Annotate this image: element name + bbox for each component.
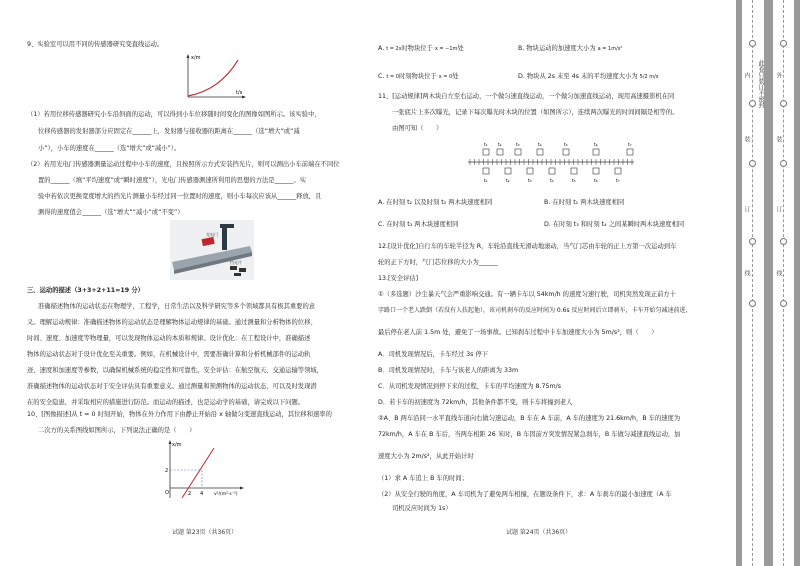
section-3-title: 三、运动的描述（3+3+2+11=19 分） xyxy=(27,287,144,294)
page-23 xyxy=(0,0,378,566)
top-block xyxy=(563,149,569,155)
punch-hole xyxy=(749,238,756,245)
q13-option-a: A．司机发现情况后，卡车经过 3s 停下 xyxy=(378,351,489,358)
top-block xyxy=(497,149,503,155)
photo-label-flag: 挡光片 xyxy=(230,260,242,265)
q10-graph-xlabel: v²/(m²·s⁻²) xyxy=(214,492,238,497)
top-time-label: t₁ xyxy=(484,143,488,148)
inner-label-1: 内 xyxy=(743,72,750,78)
q10-graph-tick-x2: 4 xyxy=(200,491,204,497)
binding-margin xyxy=(736,0,800,566)
q9-graph-xlabel: t/s xyxy=(236,90,243,96)
q13-option-b: B．司机发现情况时，卡车与该老人的距离为 33m xyxy=(378,367,519,374)
punch-hole xyxy=(749,40,756,47)
punch-hole xyxy=(780,40,787,47)
bottom-time-label: t₂ xyxy=(506,179,510,184)
bottom-time-label: t₄ xyxy=(550,179,554,184)
punch-hole xyxy=(749,100,756,107)
q13-sub-1: （1）求 A 车追上 B 车的时间； xyxy=(378,475,468,482)
punch-hole xyxy=(780,238,787,245)
bottom-time-label: t₆ xyxy=(594,179,598,184)
q10-option-b: B. 物块运动的加速度大小为 a = 1m/s² xyxy=(518,45,623,52)
top-time-label: t₃ xyxy=(516,143,520,148)
q10-graph-tick-x1: 2 xyxy=(188,491,192,497)
q10-graph xyxy=(158,438,248,502)
q10-graph-ylabel: x/m xyxy=(172,442,182,448)
q10-stem-1: 10、[图像描述]从 t = 0 时刻开始，物体在外力作用下由静止开始沿 x 轴做匀变速直线运动，其位移和速率的 xyxy=(27,411,332,418)
q9-p2-line2: 置的______（填“平均速度”或“瞬时速度”），光电门传感器测速所利用的思想的方法是______。实 xyxy=(38,177,307,184)
punch-hole xyxy=(780,100,787,107)
sec3-para-5: 迹、速度和加速度等参数，以确保机械系统的稳定性和可靠性。安全评估：在航空航天、交通运输等领域， xyxy=(27,367,323,374)
q11-option-b: B. 在时刻 t₁ 两木块速度相同 xyxy=(544,199,625,206)
q11-option-d: D. 在时刻 t₃ 和时刻 t₄ 之间某瞬时两木块速度相同 xyxy=(544,221,685,228)
q13-option-d: D．若卡车的初速度为 72km/h，其他条件都不变，则卡车将撞到老人 xyxy=(378,399,573,406)
q13-option-c: C．从司机发现情况到停下来的过程，卡车的平均速度为 8.75m/s xyxy=(378,383,562,390)
q10-graph-origin: O xyxy=(165,490,169,496)
top-time-label: t₂ xyxy=(498,143,502,148)
q10-option-d: D. 物块从 2s 末至 4s 末的平均速度大小为 5/2 m/s xyxy=(518,73,659,80)
top-block xyxy=(515,149,521,155)
q10-option-c: C. t = 0时刻物块位于 x = 0处 xyxy=(378,73,459,80)
apparatus-photo xyxy=(170,220,254,280)
q11-stem-1: 11、[运动规律]两木块自左至右运动，一个做匀速直线运动，一个做匀加速直线运动，现用高速摄影机在同 xyxy=(378,93,675,100)
q9-p1-line3: 小”），小车的速度在______（选“增大”或“减小”）。 xyxy=(38,145,181,152)
q9-p2-line4: 测得的速度值会______（选“增大”“减小”或“不变”） xyxy=(38,209,184,216)
top-block xyxy=(593,149,599,155)
q12-stem-2: 轮的正下方时，气门芯位移的大小为______ xyxy=(378,259,498,266)
q9-p1-line1: （1）若用位移传感器研究小车沿斜面的运动，可以得到小车位移随时间变化的图像如图所示。该实验中， xyxy=(27,111,321,118)
bottom-block xyxy=(505,168,511,174)
top-block xyxy=(627,149,633,155)
sec3-para-3: 时间、速度、加速度等物理量，可以发现物体运动的本质和规律。设计优化：在工程设计中，准确描述 xyxy=(27,335,311,342)
q10-graph-tick-y: 2 xyxy=(165,468,169,474)
bottom-block xyxy=(593,168,599,174)
q11-figure xyxy=(466,138,636,186)
q11-option-c: C. 在时刻 t₃ 两木块速度相同 xyxy=(378,221,459,228)
outer-label-4: 线 xyxy=(775,270,782,276)
q13-1-line3: 最后停在老人前 1.5m 处，避免了一场事故。已知刹车过程中卡车加速度大小为 5m/s²，则（ ） xyxy=(378,329,658,336)
bottom-time-label: t₃ xyxy=(528,179,532,184)
seal-notice: 此卷只装订不密封 xyxy=(757,60,764,108)
bottom-block xyxy=(571,168,577,174)
q13-1-line2: 字路口一个老人跌倒（若没有人扶起他），该司机刹车的反应时间为 0.6s 反应时间后立即刹车，卡车开始匀减速前进， xyxy=(378,307,692,314)
sec3-para-4: 物体的运动状态对于设计优化至关重要。例如，在机械设计中，需要准确计算和分析机械部件的运动轨 xyxy=(27,351,311,358)
bottom-block xyxy=(549,168,555,174)
q9-p2-line1: （2）若用光电门传感器测量运动过程中小车的速度，且按照所示方式安装挡光片，则可以测出小车前端在不同位 xyxy=(27,161,340,168)
inner-label-4: 线 xyxy=(743,270,750,276)
bottom-time-label: t₇ xyxy=(616,179,620,184)
inner-label-3: 订 xyxy=(743,206,750,212)
bottom-time-label: t₅ xyxy=(572,179,576,184)
q13-2-line1: ②A、B 两车沿同一水平直线车道向右做匀速运动，B 车在 A 车前，A 车的速度为 21.6km/h，B 车的速度为 xyxy=(378,415,681,422)
q9-p2-line3: 验中若依次更换宽度增大的挡光片测量小车经过同一位置时的速度，则小车每次应该从______释放，且 xyxy=(38,193,322,200)
q13-1-line1: ①（多选题）沙尘暴天气会严重影响交通。有一辆卡车以 54km/h 的速度匀速行驶，司机突然发现正前方十 xyxy=(378,291,677,298)
top-time-label: t₇ xyxy=(628,143,632,148)
inner-label-2: 装 xyxy=(743,136,750,142)
sec3-para-7: 在的安全隐患，并采取相应的措施进行防范。而运动的描述，也是运动学的基础，请完成以下问题。 xyxy=(27,399,305,406)
sec3-para-2: 义。理解运动规律：准确描述物体的运动状态是理解物体运动规律的基础。通过测量和分析物体的位移、 xyxy=(27,319,317,326)
q11-option-a: A. 在时刻 t₂ 以及时刻 t₅ 两木块速度相同 xyxy=(378,199,493,206)
q13-sub-2: （2）从安全行驶的角度，A 车司机为了避免两车相撞，在题设条件下，求：A 车刹车的最小加速度（A 车 xyxy=(378,491,672,498)
q11-stem-2: 一张底片上多次曝光，记录下每次曝光时木块的位置（如图所示），连续两次曝光的时间间隔是相等的。 xyxy=(392,109,679,116)
q9-graph xyxy=(180,52,250,102)
q9-stem: 9、实验室可以用不同的传感器研究变直线运动。 xyxy=(27,41,164,48)
bottom-block xyxy=(527,168,533,174)
footer-page-24: 试题 第24页（共36页） xyxy=(506,529,572,536)
q10-stem-2: 二次方的关系图线如图所示，下列说法正确的是（ ） xyxy=(38,427,196,434)
top-block xyxy=(483,149,489,155)
outer-label-3: 订 xyxy=(775,206,782,212)
punch-hole xyxy=(749,160,756,167)
sec3-para-1: 准确描述物体的运动状态在物理学，工程学，日常生活以及科学研究等多个领域都具有极其重要的意 xyxy=(38,303,316,310)
q9-p1-line2: 位移传感器的发射器部分应固定在______上，发射器与接收器的距离在______（选“增大”或“减 xyxy=(38,128,300,135)
q13-title: 13.[安全评估] xyxy=(378,275,419,282)
q13-2-line3: 速度大小为 2m/s²，从此开始计时 xyxy=(378,453,474,460)
bottom-time-label: t₁ xyxy=(484,179,488,184)
punch-hole xyxy=(749,300,756,307)
q13-2-line2: 72km/h，A 车在 B 车后，当两车相距 26 米时，B 车因前方突发情况紧急刹车，B 车做匀减速直线运动，加 xyxy=(378,431,681,438)
sec3-para-6: 准确描述物体的运动状态对于安全评估具有重要意义。通过测量和预测物体的运动状态，可以及时发现潜 xyxy=(27,383,317,390)
top-time-label: t₄ xyxy=(538,143,542,148)
punch-hole xyxy=(780,160,787,167)
q13-sub-3: 司机反应时间为 1s） xyxy=(392,505,452,512)
q9-graph-ylabel: x/m xyxy=(191,55,201,61)
outer-label-1: 外 xyxy=(775,72,782,78)
photo-label-gate: 光电门 xyxy=(206,232,218,237)
bottom-block xyxy=(615,168,621,174)
q10-option-a: A. t = 2s时物块位于 x = −1m处 xyxy=(378,45,464,52)
q12-stem-1: 12.[设计优化]自行车的车轮半径为 R，车轮沿直线无滑动地滚动，当气门芯由车轮的正上方第一次运动到车 xyxy=(378,243,677,250)
footer-page-23: 试题 第23页（共36页） xyxy=(172,529,238,536)
outer-label-2: 装 xyxy=(775,136,782,142)
top-time-label: t₆ xyxy=(594,143,598,148)
q11-stem-3: 由图可知（ ） xyxy=(392,125,443,132)
bottom-block xyxy=(483,168,489,174)
page-24 xyxy=(378,0,736,566)
punch-hole xyxy=(780,300,787,307)
top-block xyxy=(537,149,543,155)
top-time-label: t₅ xyxy=(564,143,568,148)
